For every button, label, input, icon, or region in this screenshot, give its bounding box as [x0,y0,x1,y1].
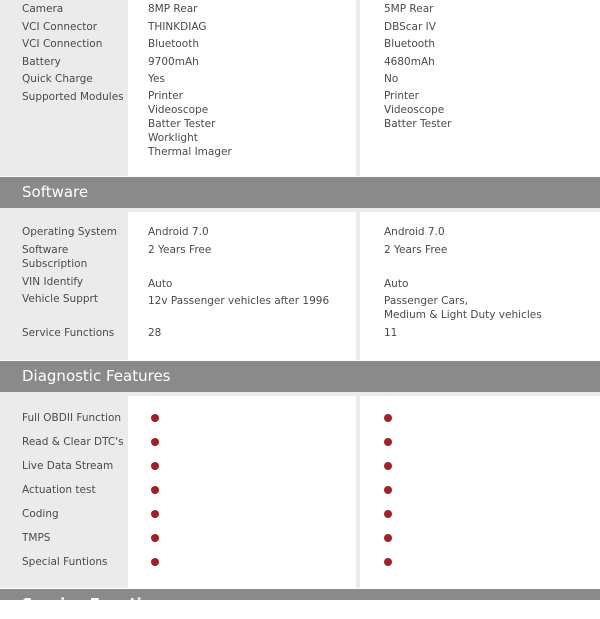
feature-supported-dot-a [151,438,159,446]
feature-label: Actuation test [22,484,96,496]
spec-value-a-vci-connector: THINKDIAG [148,21,207,33]
diagnostic-column-b [360,396,600,588]
spec-value-a-software-subscription: 2 Years Free [148,244,212,256]
spec-label-vci-connector: VCI Connector [22,21,98,33]
feature-label: Special Funtions [22,556,108,568]
spec-value-b-vehicle-support: Passenger Cars, Medium & Light Duty vehicles [384,295,542,321]
spec-label-vehicle-support: Vehicle Supprt [22,293,98,305]
spec-value-a-quick-charge: Yes [148,73,165,85]
feature-supported-dot-a [151,534,159,542]
spec-label-vin-identify: VIN Identify [22,276,84,288]
spec-label-camera: Camera [22,3,64,15]
spec-label-supported-modules: Supported Modules [22,91,124,103]
feature-supported-dot-a [151,462,159,470]
spec-value-b-service-functions: 11 [384,327,398,339]
feature-supported-dot-b [384,558,392,566]
spec-value-b-vci-connection: Bluetooth [384,38,435,50]
spec-value-a-service-functions: 28 [148,327,162,339]
spec-label-service-functions: Service Functions [22,327,115,339]
spec-value-a-vci-connection: Bluetooth [148,38,199,50]
spec-value-a-camera: 8MP Rear [148,3,198,15]
feature-label: Read & Clear DTC's [22,436,124,448]
spec-value-b-supported-modules: Printer Videoscope Batter Tester [384,90,452,130]
spec-value-b-battery: 4680mAh [384,56,435,68]
spec-value-b-software-subscription: 2 Years Free [384,244,448,256]
feature-supported-dot-b [384,438,392,446]
feature-supported-dot-b [384,510,392,518]
feature-supported-dot-b [384,534,392,542]
feature-label: Coding [22,508,59,520]
feature-label: Full OBDII Function [22,412,122,424]
spec-label-software-subscription: Software Subscription [22,244,88,270]
feature-label: TMPS [22,532,51,544]
feature-supported-dot-a [151,558,159,566]
feature-supported-dot-a [151,486,159,494]
spec-value-b-operating-system: Android 7.0 [384,226,445,238]
section-header-diagnostic-features: Diagnostic Features [0,361,600,392]
spec-value-a-vehicle-support: 12v Passenger vehicles after 1996 [148,295,330,307]
spec-value-a-supported-modules: Printer Videoscope Batter Tester Worklight Thermal Imager [148,90,232,158]
diagnostic-column-a [128,396,356,588]
spec-label-vci-connection: VCI Connection [22,38,103,50]
spec-value-b-camera: 5MP Rear [384,3,434,15]
spec-value-b-vin-identify: Auto [384,278,409,290]
feature-supported-dot-b [384,462,392,470]
feature-supported-dot-b [384,414,392,422]
spec-value-b-vci-connector: DBScar IV [384,21,436,33]
spec-value-a-battery: 9700mAh [148,56,199,68]
feature-supported-dot-b [384,486,392,494]
section-header-service-functions: Service Functions [0,589,600,600]
spec-value-b-quick-charge: No [384,73,399,85]
spec-label-battery: Battery [22,56,61,68]
feature-label: Live Data Stream [22,460,114,472]
spec-label-quick-charge: Quick Charge [22,73,93,85]
spec-value-a-operating-system: Android 7.0 [148,226,209,238]
spec-label-operating-system: Operating System [22,226,117,238]
section-header-software: Software [0,177,600,208]
feature-supported-dot-a [151,510,159,518]
feature-supported-dot-a [151,414,159,422]
spec-value-a-vin-identify: Auto [148,278,173,290]
